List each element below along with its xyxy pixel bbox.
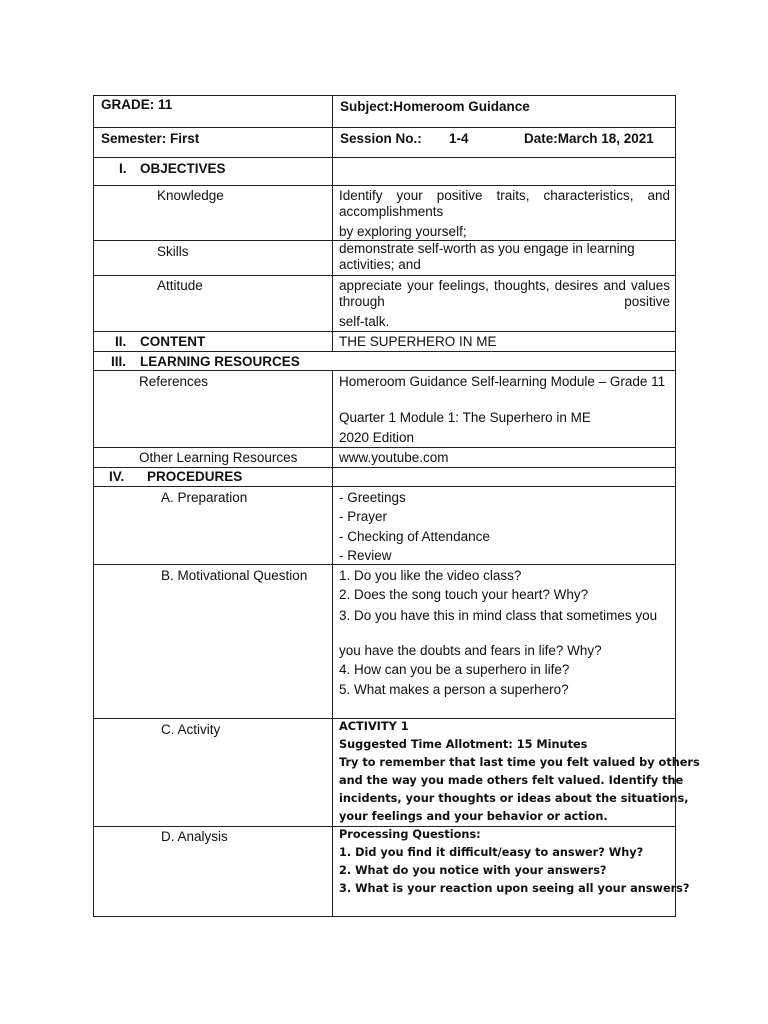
knowledge-text-continued: by exploring yourself; (339, 224, 467, 239)
references-label: References (139, 374, 209, 389)
analysis-line: 1. Did you find it difficult/easy to answer? Why? (339, 846, 644, 859)
analysis-line: 2. What do you notice with your answers? (339, 864, 607, 877)
section-number: IV. (109, 469, 125, 484)
row-border (93, 916, 676, 917)
attitude-text: appreciate your feelings, thoughts, desires and values through positive (339, 278, 670, 309)
motivational-item: 5. What makes a person a superhero? (339, 682, 569, 697)
motivational-item: you have the doubts and fears in life? Why? (339, 643, 602, 658)
row-border (93, 95, 676, 96)
row-border (93, 185, 676, 186)
section-number: II. (115, 334, 127, 349)
row-border (93, 127, 676, 128)
preparation-item: - Checking of Attendance (339, 529, 490, 544)
activity-line: incidents, your thoughts or ideas about the situations, (339, 792, 689, 805)
content-heading: CONTENT (140, 334, 206, 349)
preparation-item: - Prayer (339, 509, 388, 524)
attitude-text-continued: self-talk. (339, 314, 390, 329)
row-border (93, 486, 676, 487)
row-border (93, 370, 676, 371)
activity-line: your feelings and your behavior or action. (339, 810, 608, 823)
session-label: Session No.: (340, 131, 422, 146)
section-number: I. (119, 161, 127, 176)
analysis-label: D. Analysis (161, 829, 228, 844)
references-line: 2020 Edition (339, 430, 415, 445)
references-line: Quarter 1 Module 1: The Superhero in ME (339, 410, 591, 425)
knowledge-text: Identify your positive traits, characteristics, and accomplishments (339, 188, 670, 219)
preparation-item: - Review (339, 548, 392, 563)
analysis-line: Processing Questions: (339, 828, 481, 841)
preparation-item: - Greetings (339, 490, 406, 505)
motivational-item: 3. Do you have this in mind class that sometimes you (339, 608, 658, 623)
activity-line: Try to remember that last time you felt valued by others (339, 756, 700, 769)
column-divider (332, 95, 333, 351)
skills-text: demonstrate self-worth as you engage in learning activities; and (339, 241, 635, 272)
row-border (93, 564, 676, 565)
grade-label: GRADE: 11 (101, 97, 173, 112)
other-resources-value: www.youtube.com (339, 450, 449, 465)
motivational-item: 1. Do you like the video class? (339, 568, 522, 583)
column-divider (332, 370, 333, 917)
date-label: Date:March 18, 2021 (524, 131, 654, 146)
preparation-label: A. Preparation (161, 490, 248, 505)
section-number: III. (111, 354, 127, 369)
attitude-label: Attitude (157, 278, 203, 293)
skills-label: Skills (157, 244, 189, 259)
subject-label: Subject:Homeroom Guidance (340, 99, 530, 114)
knowledge-label: Knowledge (157, 188, 224, 203)
content-value: THE SUPERHERO IN ME (339, 334, 497, 349)
row-border (93, 467, 676, 468)
row-border (93, 447, 676, 448)
objectives-heading: OBJECTIVES (140, 161, 226, 176)
procedures-heading: PROCEDURES (147, 469, 243, 484)
activity-line: and the way you made others felt valued. Identify the (339, 774, 684, 787)
activity-line: Suggested Time Allotment: 15 Minutes (339, 738, 588, 751)
row-border (93, 351, 676, 352)
motivational-item: 4. How can you be a superhero in life? (339, 662, 570, 677)
activity-line: ACTIVITY 1 (339, 720, 409, 733)
references-line: Homeroom Guidance Self-learning Module – Grade 11 (339, 374, 666, 389)
row-border (93, 275, 676, 276)
table-left-border (93, 95, 94, 917)
other-resources-label: Other Learning Resources (139, 450, 298, 465)
learning-resources-heading: LEARNING RESOURCES (140, 354, 300, 369)
semester-label: Semester: First (101, 131, 200, 146)
motivational-question-label: B. Motivational Question (161, 568, 308, 583)
motivational-item: 2. Does the song touch your heart? Why? (339, 587, 589, 602)
lesson-plan-table (93, 95, 700, 917)
session-value: 1-4 (449, 131, 469, 146)
activity-label: C. Activity (161, 722, 221, 737)
row-border (93, 331, 676, 332)
row-border (93, 157, 676, 158)
analysis-line: 3. What is your reaction upon seeing all your answers? (339, 882, 690, 895)
